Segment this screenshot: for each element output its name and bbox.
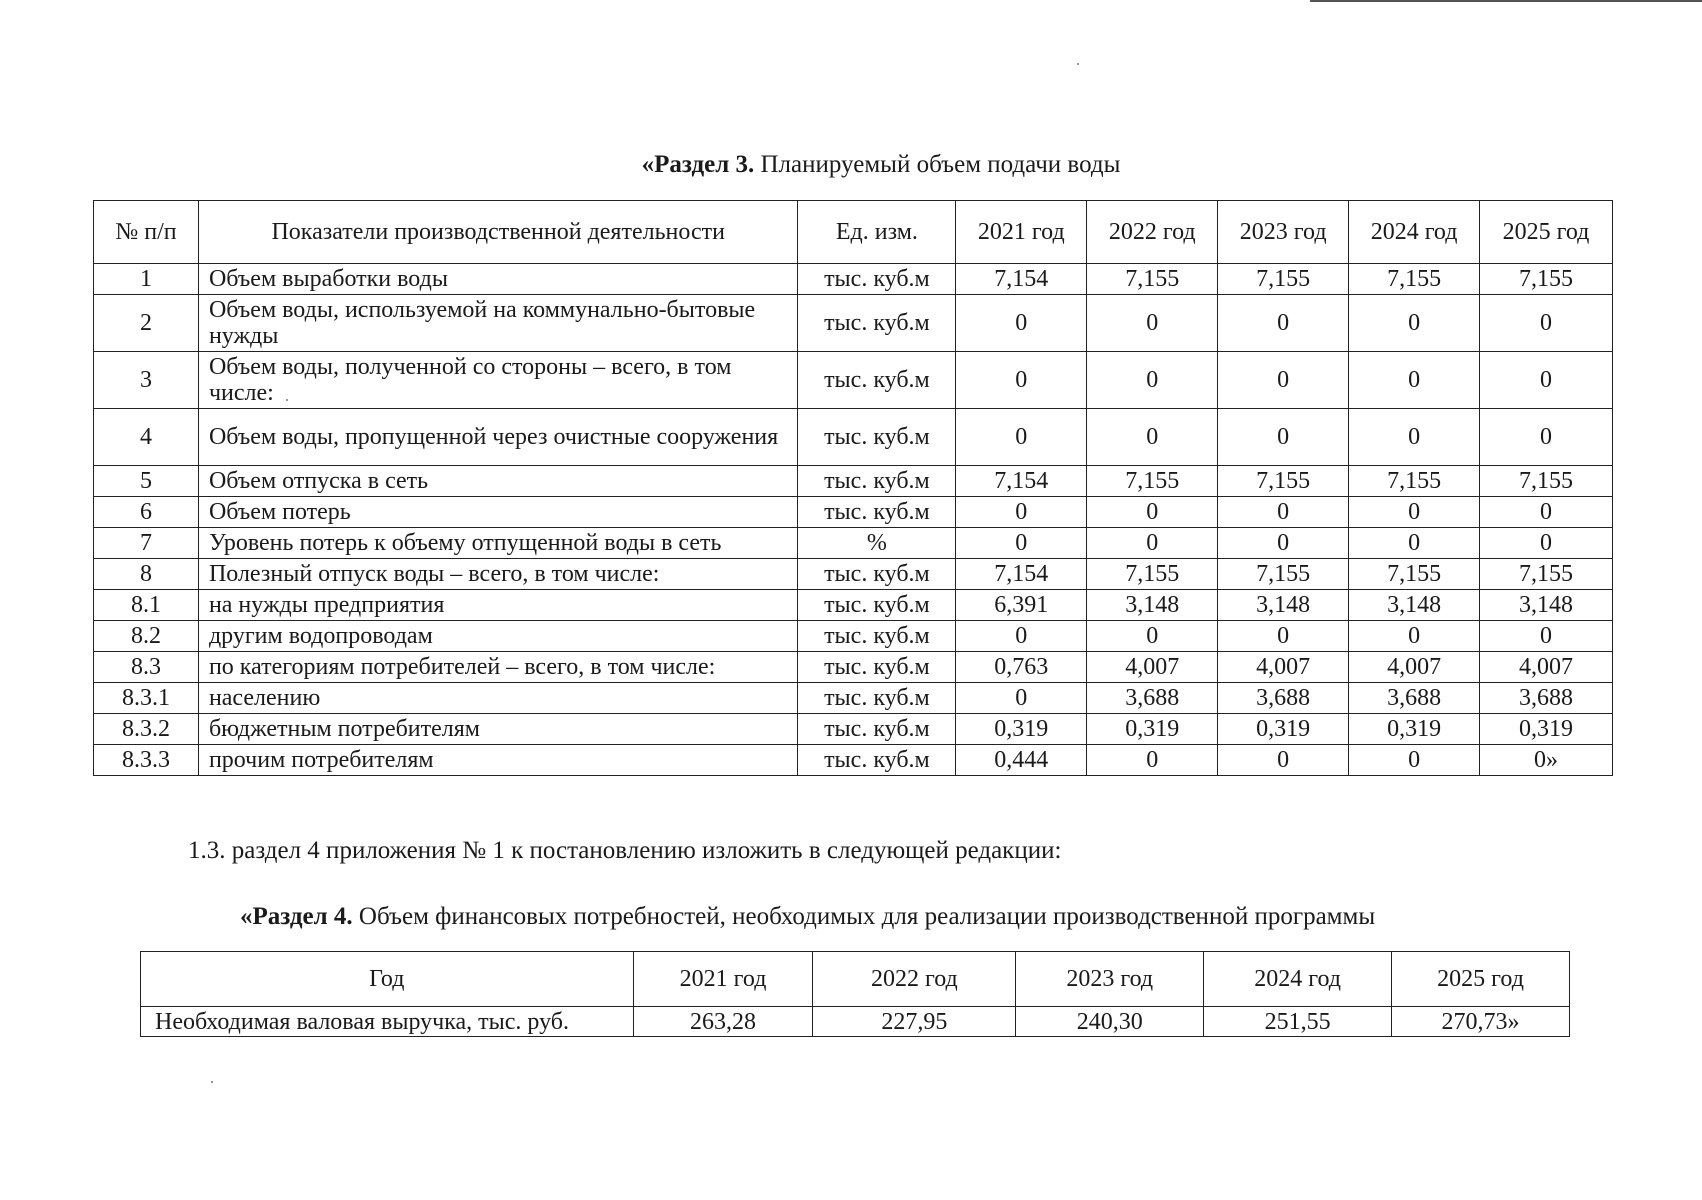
- value-2024: 3,688: [1349, 683, 1480, 714]
- value-2021: 0: [956, 409, 1087, 466]
- row-number: 8.3: [94, 652, 199, 683]
- indicator-name: Объем воды, полученной со стороны – всего, в том числе:: [198, 352, 798, 409]
- value-2021: 7,154: [956, 264, 1087, 295]
- value-2024: 4,007: [1349, 652, 1480, 683]
- header-2023: 2023 год: [1016, 952, 1204, 1007]
- section-4-title-text: Объем финансовых потребностей, необходимых для реализации производственной программы: [352, 903, 1376, 930]
- value-2023: 3,148: [1218, 590, 1349, 621]
- value-2021: 0,319: [956, 714, 1087, 745]
- value-2023: 0: [1218, 409, 1349, 466]
- indicator-name: бюджетным потребителям: [198, 714, 798, 745]
- indicator-name: по категориям потребителей – всего, в том числе:: [198, 652, 798, 683]
- value-2025: 3,688: [1480, 683, 1613, 714]
- value-2025: 0»: [1480, 745, 1613, 776]
- unit-cell: тыс. куб.м: [798, 683, 956, 714]
- value-2021: 0: [956, 497, 1087, 528]
- value-2022: 0: [1087, 409, 1218, 466]
- row-number: 8.1: [94, 590, 199, 621]
- value-2023: 7,155: [1218, 559, 1349, 590]
- section-3-title: [0, 151, 1702, 179]
- row-number: 8.3.3: [94, 745, 199, 776]
- value-2025: 0: [1480, 497, 1613, 528]
- indicator-name: Полезный отпуск воды – всего, в том числе:: [198, 559, 798, 590]
- table-row: [94, 559, 1613, 590]
- unit-cell: тыс. куб.м: [798, 559, 956, 590]
- value-2024: 0: [1349, 497, 1480, 528]
- revenue-2024: 251,55: [1204, 1007, 1392, 1037]
- value-2025: 0: [1480, 352, 1613, 409]
- row-number: 8.3.2: [94, 714, 199, 745]
- value-2022: 7,155: [1087, 264, 1218, 295]
- value-2023: 7,155: [1218, 466, 1349, 497]
- value-2024: 7,155: [1349, 264, 1480, 295]
- unit-cell: тыс. куб.м: [798, 264, 956, 295]
- value-2024: 0: [1349, 295, 1480, 352]
- value-2022: 0: [1087, 528, 1218, 559]
- unit-cell: тыс. куб.м: [798, 652, 956, 683]
- value-2024: 0: [1349, 528, 1480, 559]
- header-2023: 2023 год: [1218, 201, 1349, 264]
- revenue-2022: 227,95: [813, 1007, 1016, 1037]
- value-2021: 0: [956, 295, 1087, 352]
- row-number: 6: [94, 497, 199, 528]
- water-supply-table: [93, 200, 1613, 776]
- row-number: 5: [94, 466, 199, 497]
- indicator-name: населению: [198, 683, 798, 714]
- table-row: [94, 590, 1613, 621]
- value-2022: 0: [1087, 497, 1218, 528]
- value-2021: 0,444: [956, 745, 1087, 776]
- value-2024: 7,155: [1349, 559, 1480, 590]
- table-row: [94, 714, 1613, 745]
- value-2022: 7,155: [1087, 559, 1218, 590]
- row-number: 7: [94, 528, 199, 559]
- value-2023: 7,155: [1218, 264, 1349, 295]
- revenue-2025: 270,73»: [1392, 1007, 1570, 1037]
- row-number: 2: [94, 295, 199, 352]
- value-2024: 0: [1349, 409, 1480, 466]
- value-2021: 0: [956, 621, 1087, 652]
- header-2021: 2021 год: [956, 201, 1087, 264]
- indicator-name: Объем потерь: [198, 497, 798, 528]
- row-number: 3: [94, 352, 199, 409]
- value-2023: 0: [1218, 745, 1349, 776]
- value-2022: 0: [1087, 621, 1218, 652]
- value-2021: 6,391: [956, 590, 1087, 621]
- header-indicator: Показатели производственной деятельности: [198, 201, 798, 264]
- header-2021: 2021 год: [633, 952, 813, 1007]
- value-2022: 0,319: [1087, 714, 1218, 745]
- table-row: [94, 745, 1613, 776]
- table-row: [94, 683, 1613, 714]
- header-no: № п/п: [94, 201, 199, 264]
- indicator-name: Объем воды, пропущенной через очистные сооружения: [198, 409, 798, 466]
- revenue-2021: 263,28: [633, 1007, 813, 1037]
- value-2023: 0: [1218, 295, 1349, 352]
- value-2024: 0,319: [1349, 714, 1480, 745]
- table-row: [94, 409, 1613, 466]
- revenue-2023: 240,30: [1016, 1007, 1204, 1037]
- unit-cell: тыс. куб.м: [798, 295, 956, 352]
- value-2022: 0: [1087, 295, 1218, 352]
- indicator-name: прочим потребителям: [198, 745, 798, 776]
- indicator-name: другим водопроводам: [198, 621, 798, 652]
- value-2025: 7,155: [1480, 264, 1613, 295]
- value-2025: 3,148: [1480, 590, 1613, 621]
- table-row: [141, 1007, 1570, 1037]
- value-2022: 4,007: [1087, 652, 1218, 683]
- value-2023: 0: [1218, 352, 1349, 409]
- row-number: 8: [94, 559, 199, 590]
- section-4-title: [240, 903, 1375, 931]
- paragraph-1-3: 1.3. раздел 4 приложения № 1 к постановлению изложить в следующей редакции:: [188, 837, 1062, 864]
- row-number: 4: [94, 409, 199, 466]
- section-4-title-bold: «Раздел 4.: [240, 903, 353, 930]
- value-2024: 0: [1349, 745, 1480, 776]
- section-3-title-text: Планируемый объем подачи воды: [754, 151, 1121, 178]
- unit-cell: тыс. куб.м: [798, 466, 956, 497]
- table-row: [94, 466, 1613, 497]
- scan-speck: [211, 1081, 213, 1083]
- value-2022: 0: [1087, 352, 1218, 409]
- unit-cell: тыс. куб.м: [798, 409, 956, 466]
- table-row: [94, 621, 1613, 652]
- water-supply-table-body: [94, 264, 1613, 776]
- value-2025: 7,155: [1480, 466, 1613, 497]
- unit-cell: тыс. куб.м: [798, 714, 956, 745]
- value-2021: 7,154: [956, 559, 1087, 590]
- table-row: [94, 264, 1613, 295]
- value-2025: 7,155: [1480, 559, 1613, 590]
- header-unit: Ед. изм.: [798, 201, 956, 264]
- value-2025: 0: [1480, 528, 1613, 559]
- unit-cell: тыс. куб.м: [798, 352, 956, 409]
- row-number: 8.3.1: [94, 683, 199, 714]
- header-2025: 2025 год: [1392, 952, 1570, 1007]
- table-row: [94, 497, 1613, 528]
- row-number: 1: [94, 264, 199, 295]
- value-2024: 0: [1349, 621, 1480, 652]
- scan-edge-line: [1310, 0, 1702, 2]
- financial-needs-table: [140, 951, 1570, 1037]
- value-2023: 0,319: [1218, 714, 1349, 745]
- value-2023: 0: [1218, 528, 1349, 559]
- indicator-name: Объем воды, используемой на коммунально-бытовые нужды: [198, 295, 798, 352]
- value-2025: 0,319: [1480, 714, 1613, 745]
- table-row: [94, 528, 1613, 559]
- revenue-label: Необходимая валовая выручка, тыс. руб.: [141, 1007, 634, 1037]
- header-2022: 2022 год: [1087, 201, 1218, 264]
- scan-speck: [286, 399, 288, 401]
- value-2023: 0: [1218, 497, 1349, 528]
- unit-cell: тыс. куб.м: [798, 621, 956, 652]
- header-2022: 2022 год: [813, 952, 1016, 1007]
- table-header-row: [141, 952, 1570, 1007]
- indicator-name: на нужды предприятия: [198, 590, 798, 621]
- table-row: [94, 352, 1613, 409]
- header-2024: 2024 год: [1349, 201, 1480, 264]
- value-2022: 7,155: [1087, 466, 1218, 497]
- indicator-name: Уровень потерь к объему отпущенной воды в сеть: [198, 528, 798, 559]
- value-2021: 0: [956, 352, 1087, 409]
- value-2025: 0: [1480, 621, 1613, 652]
- unit-cell: тыс. куб.м: [798, 745, 956, 776]
- value-2024: 3,148: [1349, 590, 1480, 621]
- indicator-name: Объем выработки воды: [198, 264, 798, 295]
- header-2025: 2025 год: [1480, 201, 1613, 264]
- indicator-name: Объем отпуска в сеть: [198, 466, 798, 497]
- value-2023: 0: [1218, 621, 1349, 652]
- value-2021: 7,154: [956, 466, 1087, 497]
- value-2022: 0: [1087, 745, 1218, 776]
- value-2021: 0: [956, 683, 1087, 714]
- value-2025: 4,007: [1480, 652, 1613, 683]
- header-2024: 2024 год: [1204, 952, 1392, 1007]
- value-2022: 3,688: [1087, 683, 1218, 714]
- value-2024: 7,155: [1349, 466, 1480, 497]
- unit-cell: тыс. куб.м: [798, 590, 956, 621]
- table-header-row: [94, 201, 1613, 264]
- section-3-title-bold: «Раздел 3.: [641, 151, 755, 178]
- value-2025: 0: [1480, 409, 1613, 466]
- value-2022: 3,148: [1087, 590, 1218, 621]
- value-2021: 0,763: [956, 652, 1087, 683]
- unit-cell: %: [798, 528, 956, 559]
- scan-speck: [1077, 63, 1079, 65]
- value-2023: 3,688: [1218, 683, 1349, 714]
- unit-cell: тыс. куб.м: [798, 497, 956, 528]
- table-row: [94, 652, 1613, 683]
- value-2025: 0: [1480, 295, 1613, 352]
- value-2021: 0: [956, 528, 1087, 559]
- value-2024: 0: [1349, 352, 1480, 409]
- row-number: 8.2: [94, 621, 199, 652]
- header-year: Год: [141, 952, 634, 1007]
- table-row: [94, 295, 1613, 352]
- value-2023: 4,007: [1218, 652, 1349, 683]
